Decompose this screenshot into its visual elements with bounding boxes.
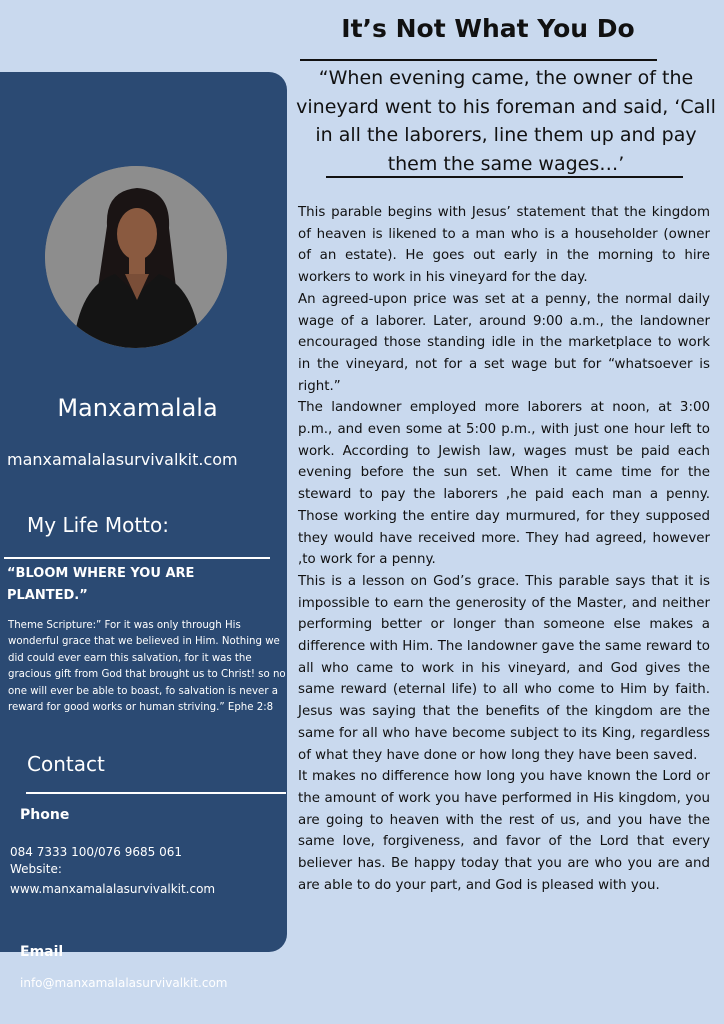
website-label: Website:: [10, 862, 62, 876]
website-value[interactable]: www.manxamalalasurvivalkit.com: [10, 882, 216, 896]
paragraph: This parable begins with Jesus’ statement that the kingdom of heaven is likened to a man who is a householder (owner of an estate). He goes out early in the morning to hire workers to work in his vineyard for the day.: [298, 205, 710, 286]
motto-text: “BLOOM WHERE YOU ARE PLANTED.”: [7, 566, 195, 603]
theme-scripture: Theme Scripture:” For it was only through His wonderful grace that we believed in Him. Nothing we did could ever earn this salvation, for it was the gracious gift from God that brought us to Christ! so no one will ever be able to boast, fo salvation is never a reward for good works or human striving.” Ephe 2:8: [8, 620, 286, 714]
scripture-quote: “When evening came, the owner of the vineyard went to his foreman and said, ‘Call in all the laborers, line them up and pay them the same wages…’: [296, 67, 716, 175]
paragraph: This is a lesson on God’s grace. This parable says that it is impossible to earn the generosity of the Master, and neither performing better or longer than someone else makes a difference with Him. The landowner gave the same reward to all who came to work in his vineyard, and God gives the same reward (eternal life) to all who come to Him by faith. Jesus was saying that the benefits of the kingdom are the same for all who have become subject to its King, regardless of what they have done or how long they have been saved.: [298, 573, 710, 763]
email-label: Email: [20, 944, 64, 960]
paragraph: An agreed-upon price was set at a penny, the normal daily wage of a laborer. Later, around 9:00 a.m., the landowner encouraged those standing idle in the marketplace to work in the vineyard, not for a set wage but for “whatsoever is right.”: [298, 291, 710, 394]
motto-divider: [4, 557, 270, 559]
title-underline: [300, 59, 657, 61]
paragraph: It makes no difference how long you have known the Lord or the amount of work you have performed in His kingdom, you are going to heaven with the rest of us, and you have the same love, forgiveness, and favor of the Lord that every believer has. Be happy today that you are who you are and are able to do your part, and God is pleased with you.: [298, 769, 710, 893]
motto-heading: My Life Motto:: [27, 513, 170, 537]
phone-label: Phone: [20, 807, 70, 823]
paragraph: The landowner employed more laborers at noon, at 3:00 p.m., and even some at 5:00 p.m., with just one hour left to work. According to Jewish law, wages must be paid each evening before the sun set. When it came time for the steward to pay the laborers ,he paid each man a penny. Those working the entire day murmured, for they supposed they would have received more. They had agreed, however ,to work for a penny.: [298, 400, 710, 568]
profile-photo: [45, 166, 227, 348]
article-body: [298, 202, 710, 897]
person-name: Manxamalala: [57, 394, 218, 422]
page-title: It’s Not What You Do: [341, 14, 635, 43]
contact-divider: [26, 792, 286, 794]
quote-underline: [326, 176, 683, 178]
sidebar: [0, 72, 287, 990]
phone-value[interactable]: 084 7333 100/076 9685 061: [10, 845, 182, 859]
email-value[interactable]: info@manxamalalasurvivalkit.com: [20, 976, 228, 990]
contact-heading: Contact: [27, 752, 105, 776]
website-text[interactable]: manxamalalasurvivalkit.com: [7, 450, 238, 469]
